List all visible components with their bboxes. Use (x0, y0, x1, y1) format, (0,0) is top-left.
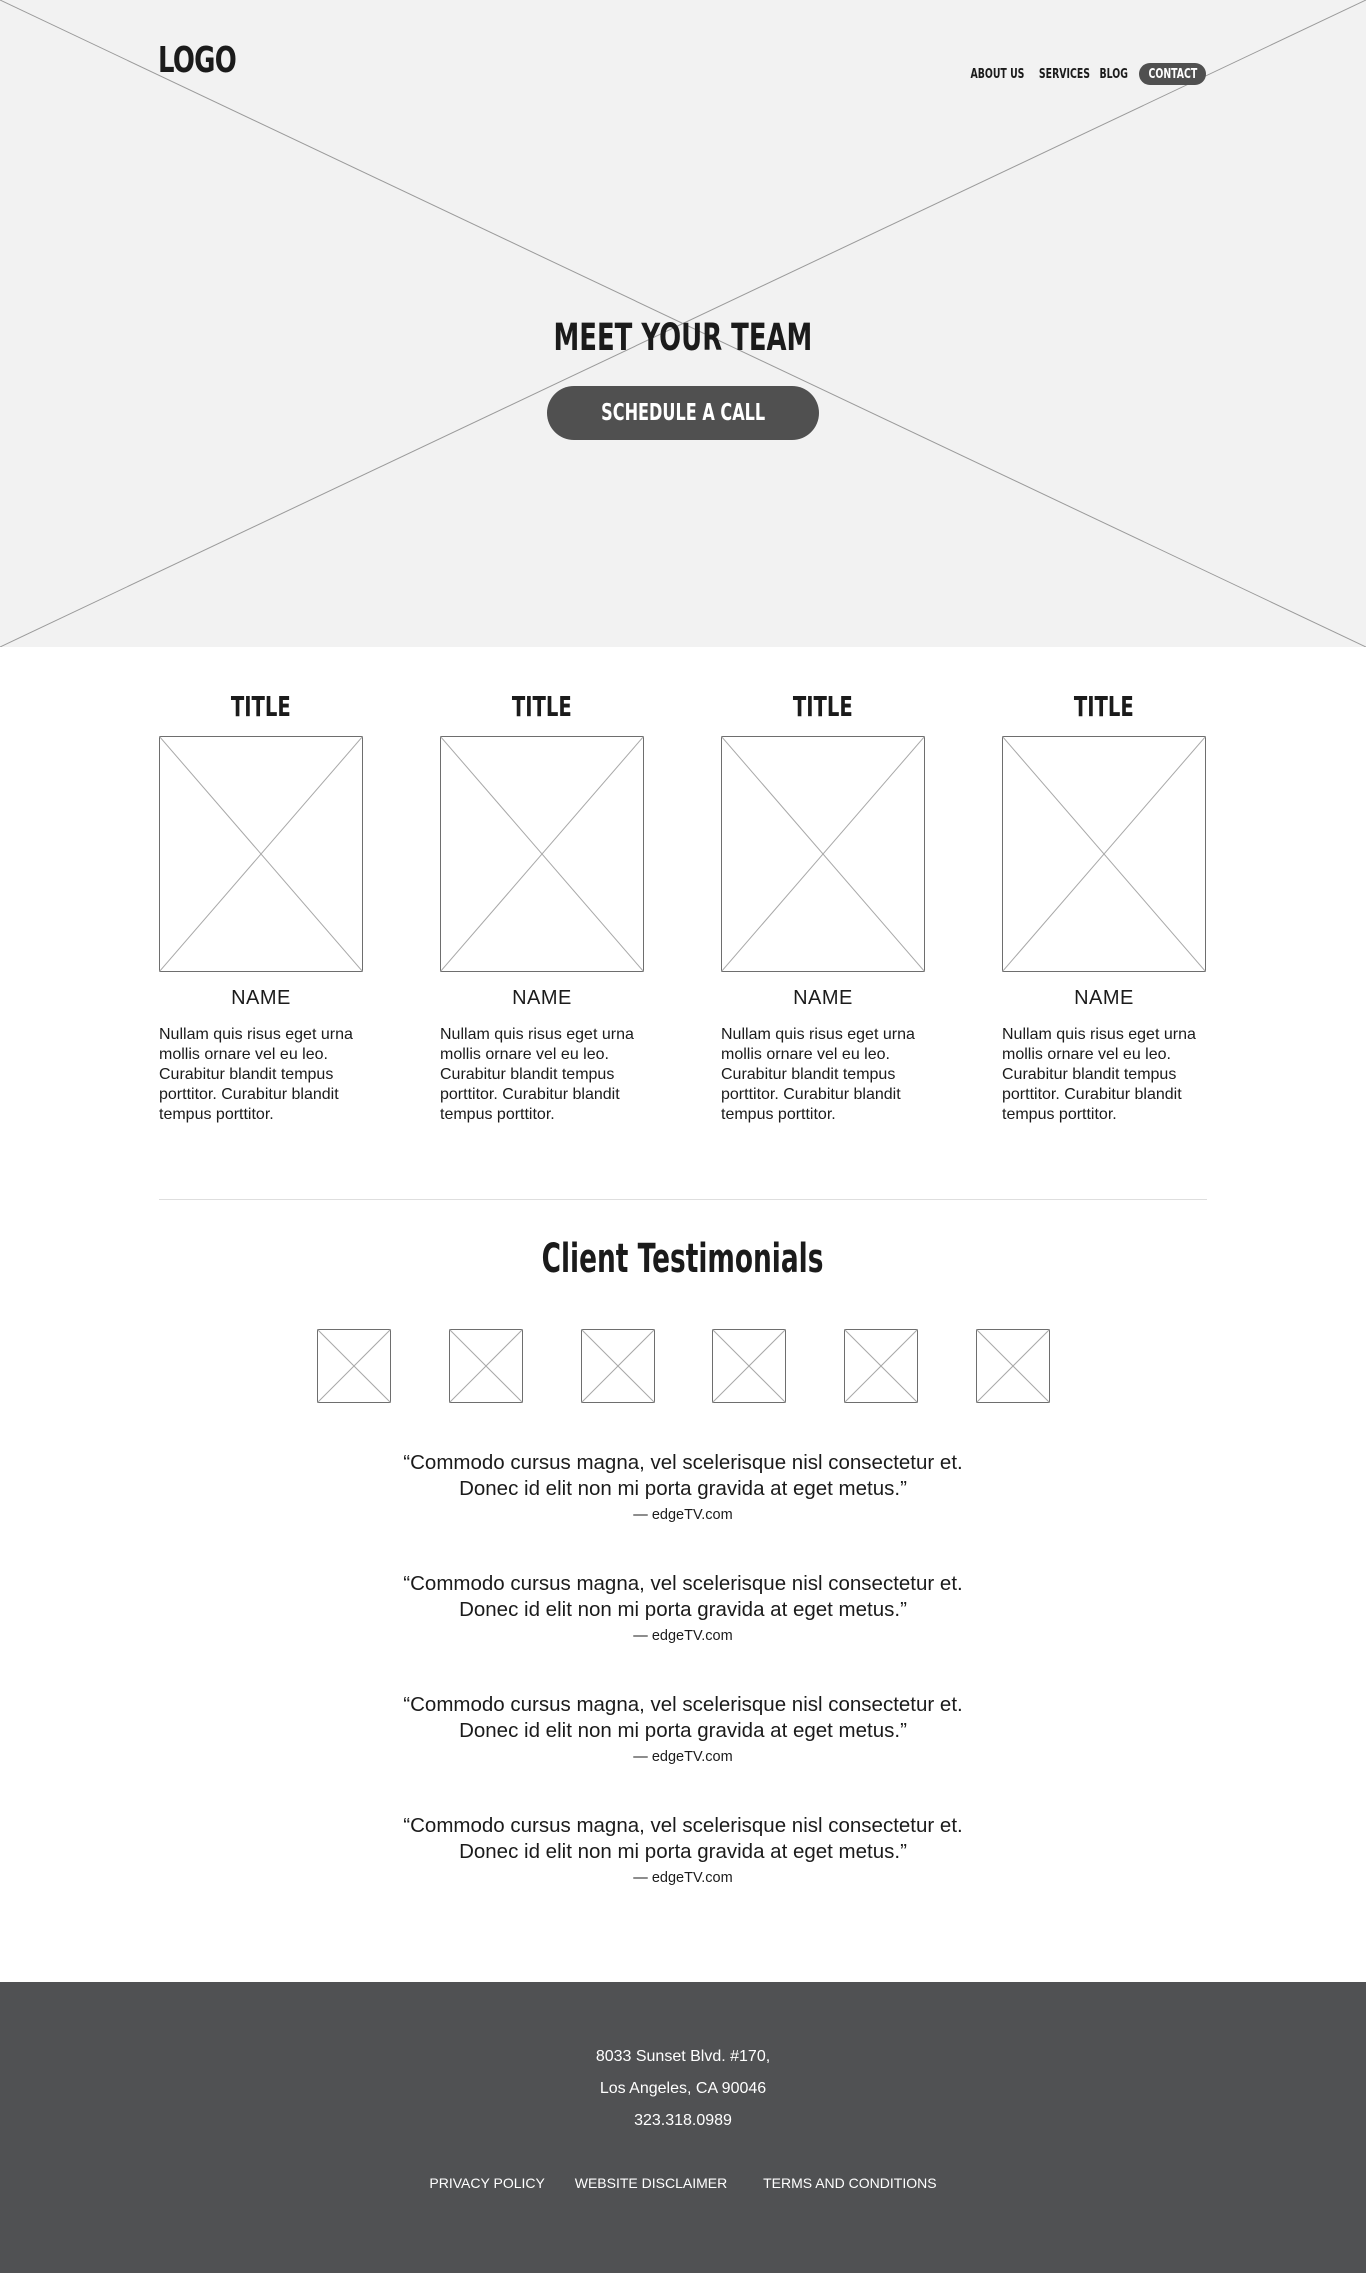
testimonial-source: — edgeTV.com (633, 1749, 733, 1765)
member-photo-placeholder (159, 736, 363, 972)
member-title-wrap (440, 690, 644, 723)
schedule-call-label: SCHEDULE A CALL (600, 400, 766, 426)
client-logo-placeholder[interactable] (844, 1329, 918, 1403)
member-bio: Nullam quis risus eget urna mollis ornare vel eu leo. Curabitur blandit tempus porttitor. Curabitur blandit tempus porttitor. (159, 1026, 353, 1123)
member-photo-placeholder (1002, 736, 1206, 972)
testimonial (0, 1571, 1366, 1644)
testimonial (0, 1813, 1366, 1886)
member-photo-placeholder (721, 736, 925, 972)
testimonial-line-2: Donec id elit non mi porta gravida at eget metus.” (459, 1719, 907, 1742)
client-logo-placeholder[interactable] (449, 1329, 523, 1403)
hero-title-wrap (0, 316, 1366, 359)
testimonial (0, 1692, 1366, 1765)
main-nav (966, 63, 1206, 85)
member-title: TITLE (1074, 690, 1134, 723)
member-title: TITLE (793, 690, 853, 723)
member-bio: Nullam quis risus eget urna mollis ornare vel eu leo. Curabitur blandit tempus porttitor. Curabitur blandit tempus porttitor. (1002, 1026, 1196, 1123)
terms-and-conditions-link[interactable]: TERMS AND CONDITIONS (763, 2175, 937, 2191)
privacy-policy-link[interactable]: PRIVACY POLICY (429, 2175, 545, 2191)
member-title-wrap (721, 690, 925, 723)
nav-blog[interactable]: BLOG (1099, 66, 1128, 82)
member-title: TITLE (512, 690, 572, 723)
team-member (440, 690, 644, 1123)
testimonial (0, 1450, 1366, 1523)
member-title-wrap (159, 690, 363, 723)
client-logo-placeholder[interactable] (976, 1329, 1050, 1403)
footer-phone[interactable]: 323.318.0989 (634, 2112, 732, 2129)
testimonial-line-2: Donec id elit non mi porta gravida at eget metus.” (459, 1840, 907, 1863)
testimonial-line-1: “Commodo cursus magna, vel scelerisque nisl consectetur et. (403, 1451, 963, 1474)
testimonial-line-2: Donec id elit non mi porta gravida at eget metus.” (459, 1477, 907, 1500)
team-member (721, 690, 925, 1123)
testimonials-title: Client Testimonials (542, 1236, 824, 1282)
testimonial-line-2: Donec id elit non mi porta gravida at eget metus.” (459, 1598, 907, 1621)
schedule-call-button[interactable] (547, 386, 819, 440)
testimonial-line-1: “Commodo cursus magna, vel scelerisque nisl consectetur et. (403, 1814, 963, 1837)
testimonials-title-wrap (0, 1236, 1366, 1282)
logo[interactable]: LOGO (158, 40, 237, 81)
footer-address-line-1: 8033 Sunset Blvd. #170, (595, 2048, 771, 2065)
member-title: TITLE (231, 690, 291, 723)
member-name: NAME (1074, 987, 1134, 1009)
contact-button-label: CONTACT (1148, 66, 1197, 82)
hero-title: MEET YOUR TEAM (553, 316, 813, 359)
client-logo-placeholder[interactable] (581, 1329, 655, 1403)
testimonial-source: — edgeTV.com (633, 1628, 733, 1644)
testimonial-source: — edgeTV.com (633, 1870, 733, 1886)
nav-services[interactable]: SERVICES (1038, 66, 1090, 82)
footer-links (0, 2175, 1366, 2191)
member-name: NAME (231, 987, 291, 1009)
testimonial-source: — edgeTV.com (633, 1507, 733, 1523)
member-name: NAME (512, 987, 572, 1009)
website-disclaimer-link[interactable]: WEBSITE DISCLAIMER (574, 2175, 728, 2191)
member-name: NAME (793, 987, 853, 1009)
hero-section (0, 0, 1366, 647)
testimonial-line-1: “Commodo cursus magna, vel scelerisque nisl consectetur et. (403, 1693, 963, 1716)
team-section (159, 690, 1207, 1130)
contact-button[interactable] (1139, 63, 1206, 85)
team-member (159, 690, 363, 1123)
member-title-wrap (1002, 690, 1206, 723)
member-bio: Nullam quis risus eget urna mollis ornare vel eu leo. Curabitur blandit tempus porttitor. Curabitur blandit tempus porttitor. (721, 1026, 915, 1123)
footer-address-line-2: Los Angeles, CA 90046 (599, 2080, 767, 2097)
footer (0, 1982, 1366, 2273)
member-photo-placeholder (440, 736, 644, 972)
client-logo-placeholder[interactable] (712, 1329, 786, 1403)
nav-about-us[interactable]: ABOUT US (970, 66, 1025, 82)
testimonial-line-1: “Commodo cursus magna, vel scelerisque nisl consectetur et. (403, 1572, 963, 1595)
client-logo-placeholder[interactable] (317, 1329, 391, 1403)
member-bio: Nullam quis risus eget urna mollis ornare vel eu leo. Curabitur blandit tempus porttitor. Curabitur blandit tempus porttitor. (440, 1026, 634, 1123)
team-member (1002, 690, 1206, 1123)
section-divider (159, 1199, 1207, 1200)
